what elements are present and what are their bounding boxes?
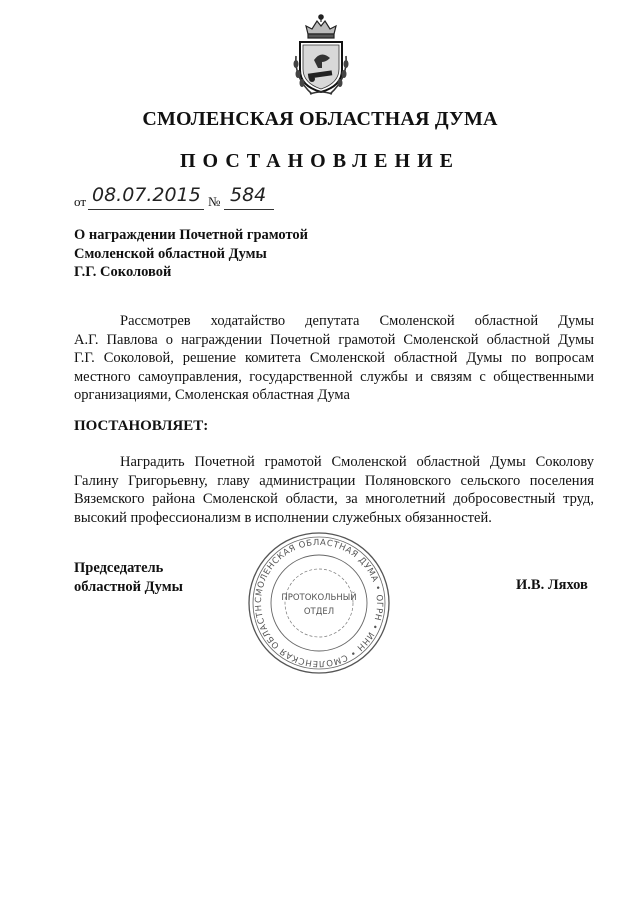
date-number-line xyxy=(74,184,294,210)
handwritten-number: 584 xyxy=(230,184,267,206)
paragraph-line: организациями, Смоленская областная Дума xyxy=(74,387,350,403)
signatory-title-line: Председатель xyxy=(74,560,164,576)
paragraph-line: высокий профессионализм в исполнении служебных обязанностей. xyxy=(74,509,492,526)
handwritten-date: 08.07.2015 xyxy=(92,184,201,206)
paragraph-line: Галину Григорьевну, главу администрации Поляновского сельского поселения xyxy=(74,472,594,489)
round-seal-icon xyxy=(244,528,394,678)
signatory-name: И.В. Ляхов xyxy=(516,577,588,593)
subject-line: Смоленской областной Думы xyxy=(74,245,267,262)
resolves-heading: ПОСТАНОВЛЯЕТ: xyxy=(74,418,209,434)
subject-line: О награждении Почетной грамотой xyxy=(74,227,309,243)
paragraph-line: Вяземского района Смоленской области, за многолетний добросовестный труд, xyxy=(74,491,594,507)
organization-title: СМОЛЕНСКАЯ ОБЛАСТНАЯ ДУМА xyxy=(142,108,498,130)
stamp-ring-text: СМОЛЕНСКАЯ ОБЛАСТНАЯ ДУМА • ОГРН • ИНН • СМОЛЕНСКАЯ ОБЛАСТН xyxy=(253,537,385,669)
paragraph-line: Наградить Почетной грамотой Смоленской областной Думы Соколову xyxy=(120,454,594,470)
smolensk-coat-of-arms-icon xyxy=(292,12,350,96)
decision-paragraph xyxy=(74,453,594,527)
paragraph-line: А.Г. Павлова о награждении Почетной грамотой Смоленской областной Думы xyxy=(74,331,594,348)
document-type-heading: ПОСТАНОВЛЕНИЕ xyxy=(180,150,460,172)
preamble-paragraph xyxy=(74,312,594,405)
stamp-center-line: ОТДЕЛ xyxy=(303,607,335,617)
number-label: № xyxy=(208,194,221,209)
paragraph-line: местного самоуправления, государственной службы и связям с общественными xyxy=(74,368,594,385)
subject-block xyxy=(74,226,308,282)
from-label: от xyxy=(74,194,87,209)
official-stamp xyxy=(244,528,394,678)
signatory-title xyxy=(74,559,183,596)
signatory-title-line: областной Думы xyxy=(74,578,183,595)
stamp-center-line: ПРОТОКОЛЬНЫЙ xyxy=(281,593,357,603)
paragraph-line: Г.Г. Соколовой, решение комитета Смоленской областной Думы по вопросам xyxy=(74,350,594,366)
subject-line: Г.Г. Соколовой xyxy=(74,264,172,280)
coat-of-arms-emblem xyxy=(292,12,350,96)
date-underline xyxy=(88,209,204,210)
paragraph-line: Рассмотрев ходатайство депутата Смоленской областной Думы xyxy=(120,313,594,329)
number-underline xyxy=(224,209,274,210)
